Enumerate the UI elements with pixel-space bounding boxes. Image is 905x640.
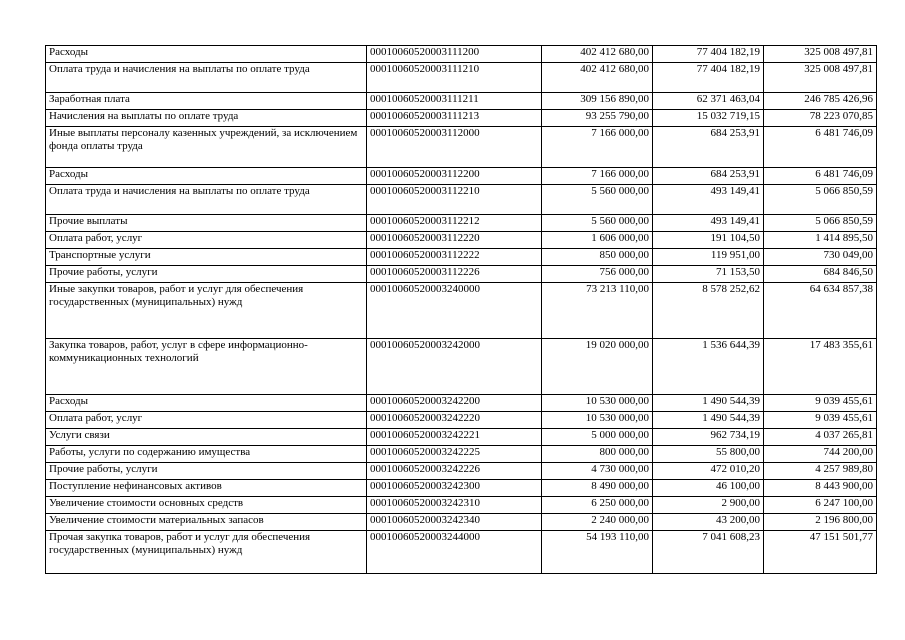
row-name: Иные закупки товаров, работ и услуг для обеспечения государственных (муниципальных) нужд <box>46 283 367 339</box>
row-exec: 1 490 544,39 <box>653 412 764 429</box>
row-plan: 756 000,00 <box>542 266 653 283</box>
row-name: Иные выплаты персоналу казенных учреждений, за исключением фонда оплаты труда <box>46 127 367 168</box>
row-plan: 850 000,00 <box>542 249 653 266</box>
row-plan: 19 020 000,00 <box>542 339 653 395</box>
table-row <box>46 283 877 339</box>
row-code: 00010060520003111213 <box>367 110 542 127</box>
row-code: 00010060520003242226 <box>367 463 542 480</box>
row-rest: 47 151 501,77 <box>764 531 877 574</box>
table-row <box>46 446 877 463</box>
table-row <box>46 185 877 215</box>
row-exec: 43 200,00 <box>653 514 764 531</box>
row-name: Оплата труда и начисления на выплаты по оплате труда <box>46 63 367 93</box>
table-row <box>46 215 877 232</box>
row-rest: 325 008 497,81 <box>764 46 877 63</box>
row-code: 00010060520003240000 <box>367 283 542 339</box>
row-plan: 73 213 110,00 <box>542 283 653 339</box>
table-row <box>46 497 877 514</box>
row-rest: 246 785 426,96 <box>764 93 877 110</box>
row-name: Увеличение стоимости основных средств <box>46 497 367 514</box>
row-rest: 744 200,00 <box>764 446 877 463</box>
table-row <box>46 339 877 395</box>
row-code: 00010060520003112226 <box>367 266 542 283</box>
table-row <box>46 531 877 574</box>
row-code: 00010060520003242300 <box>367 480 542 497</box>
row-code: 00010060520003242310 <box>367 497 542 514</box>
row-plan: 10 530 000,00 <box>542 412 653 429</box>
row-plan: 2 240 000,00 <box>542 514 653 531</box>
table-row <box>46 463 877 480</box>
row-rest: 6 481 746,09 <box>764 127 877 168</box>
row-plan: 5 560 000,00 <box>542 185 653 215</box>
row-code: 00010060520003242340 <box>367 514 542 531</box>
row-name: Расходы <box>46 168 367 185</box>
row-rest: 4 037 265,81 <box>764 429 877 446</box>
row-code: 00010060520003112200 <box>367 168 542 185</box>
row-code: 00010060520003111200 <box>367 46 542 63</box>
row-plan: 10 530 000,00 <box>542 395 653 412</box>
row-plan: 54 193 110,00 <box>542 531 653 574</box>
row-name: Прочая закупка товаров, работ и услуг для обеспечения государственных (муниципальных) нужд <box>46 531 367 574</box>
row-rest: 9 039 455,61 <box>764 412 877 429</box>
table-row <box>46 46 877 63</box>
row-code: 00010060520003242221 <box>367 429 542 446</box>
table-row <box>46 412 877 429</box>
budget-execution-table <box>45 45 877 574</box>
row-exec: 119 951,00 <box>653 249 764 266</box>
row-rest: 2 196 800,00 <box>764 514 877 531</box>
row-name: Оплата работ, услуг <box>46 412 367 429</box>
row-name: Начисления на выплаты по оплате труда <box>46 110 367 127</box>
row-exec: 684 253,91 <box>653 127 764 168</box>
row-code: 00010060520003242200 <box>367 395 542 412</box>
row-exec: 55 800,00 <box>653 446 764 463</box>
row-exec: 46 100,00 <box>653 480 764 497</box>
row-exec: 1 536 644,39 <box>653 339 764 395</box>
row-code: 00010060520003242220 <box>367 412 542 429</box>
row-rest: 730 049,00 <box>764 249 877 266</box>
row-rest: 78 223 070,85 <box>764 110 877 127</box>
row-plan: 7 166 000,00 <box>542 168 653 185</box>
row-rest: 684 846,50 <box>764 266 877 283</box>
row-exec: 71 153,50 <box>653 266 764 283</box>
row-rest: 5 066 850,59 <box>764 185 877 215</box>
row-plan: 402 412 680,00 <box>542 46 653 63</box>
row-code: 00010060520003112210 <box>367 185 542 215</box>
row-plan: 5 560 000,00 <box>542 215 653 232</box>
row-code: 00010060520003111211 <box>367 93 542 110</box>
row-name: Поступление нефинансовых активов <box>46 480 367 497</box>
row-plan: 6 250 000,00 <box>542 497 653 514</box>
row-exec: 493 149,41 <box>653 185 764 215</box>
row-name: Расходы <box>46 395 367 412</box>
row-exec: 8 578 252,62 <box>653 283 764 339</box>
row-exec: 15 032 719,15 <box>653 110 764 127</box>
row-plan: 402 412 680,00 <box>542 63 653 93</box>
row-name: Расходы <box>46 46 367 63</box>
row-plan: 1 606 000,00 <box>542 232 653 249</box>
row-exec: 77 404 182,19 <box>653 46 764 63</box>
table-row <box>46 480 877 497</box>
table-row <box>46 63 877 93</box>
row-name: Закупка товаров, работ, услуг в сфере информационно-коммуникационных технологий <box>46 339 367 395</box>
row-plan: 93 255 790,00 <box>542 110 653 127</box>
table-row <box>46 232 877 249</box>
document-page <box>45 45 877 574</box>
row-exec: 684 253,91 <box>653 168 764 185</box>
row-code: 00010060520003112212 <box>367 215 542 232</box>
table-body <box>46 46 877 574</box>
row-code: 00010060520003242225 <box>367 446 542 463</box>
row-name: Работы, услуги по содержанию имущества <box>46 446 367 463</box>
row-name: Прочие работы, услуги <box>46 463 367 480</box>
row-rest: 1 414 895,50 <box>764 232 877 249</box>
row-rest: 325 008 497,81 <box>764 63 877 93</box>
row-exec: 493 149,41 <box>653 215 764 232</box>
row-plan: 5 000 000,00 <box>542 429 653 446</box>
row-rest: 6 481 746,09 <box>764 168 877 185</box>
table-row <box>46 93 877 110</box>
row-name: Заработная плата <box>46 93 367 110</box>
table-row <box>46 266 877 283</box>
row-rest: 8 443 900,00 <box>764 480 877 497</box>
row-code: 00010060520003112222 <box>367 249 542 266</box>
row-name: Транспортные услуги <box>46 249 367 266</box>
table-row <box>46 514 877 531</box>
table-row <box>46 168 877 185</box>
row-rest: 9 039 455,61 <box>764 395 877 412</box>
table-row <box>46 429 877 446</box>
row-rest: 17 483 355,61 <box>764 339 877 395</box>
row-code: 00010060520003112220 <box>367 232 542 249</box>
row-code: 00010060520003244000 <box>367 531 542 574</box>
row-rest: 64 634 857,38 <box>764 283 877 339</box>
table-row <box>46 395 877 412</box>
row-plan: 800 000,00 <box>542 446 653 463</box>
table-row <box>46 110 877 127</box>
row-rest: 4 257 989,80 <box>764 463 877 480</box>
row-exec: 191 104,50 <box>653 232 764 249</box>
row-exec: 2 900,00 <box>653 497 764 514</box>
row-plan: 8 490 000,00 <box>542 480 653 497</box>
row-exec: 1 490 544,39 <box>653 395 764 412</box>
row-exec: 62 371 463,04 <box>653 93 764 110</box>
row-name: Прочие работы, услуги <box>46 266 367 283</box>
row-code: 00010060520003111210 <box>367 63 542 93</box>
row-plan: 7 166 000,00 <box>542 127 653 168</box>
row-plan: 309 156 890,00 <box>542 93 653 110</box>
row-exec: 472 010,20 <box>653 463 764 480</box>
row-exec: 7 041 608,23 <box>653 531 764 574</box>
row-code: 00010060520003242000 <box>367 339 542 395</box>
row-exec: 77 404 182,19 <box>653 63 764 93</box>
table-row <box>46 127 877 168</box>
row-exec: 962 734,19 <box>653 429 764 446</box>
row-name: Оплата труда и начисления на выплаты по оплате труда <box>46 185 367 215</box>
row-name: Услуги связи <box>46 429 367 446</box>
row-name: Оплата работ, услуг <box>46 232 367 249</box>
row-code: 00010060520003112000 <box>367 127 542 168</box>
table-row <box>46 249 877 266</box>
row-plan: 4 730 000,00 <box>542 463 653 480</box>
row-rest: 5 066 850,59 <box>764 215 877 232</box>
row-name: Прочие выплаты <box>46 215 367 232</box>
row-rest: 6 247 100,00 <box>764 497 877 514</box>
row-name: Увеличение стоимости материальных запасов <box>46 514 367 531</box>
